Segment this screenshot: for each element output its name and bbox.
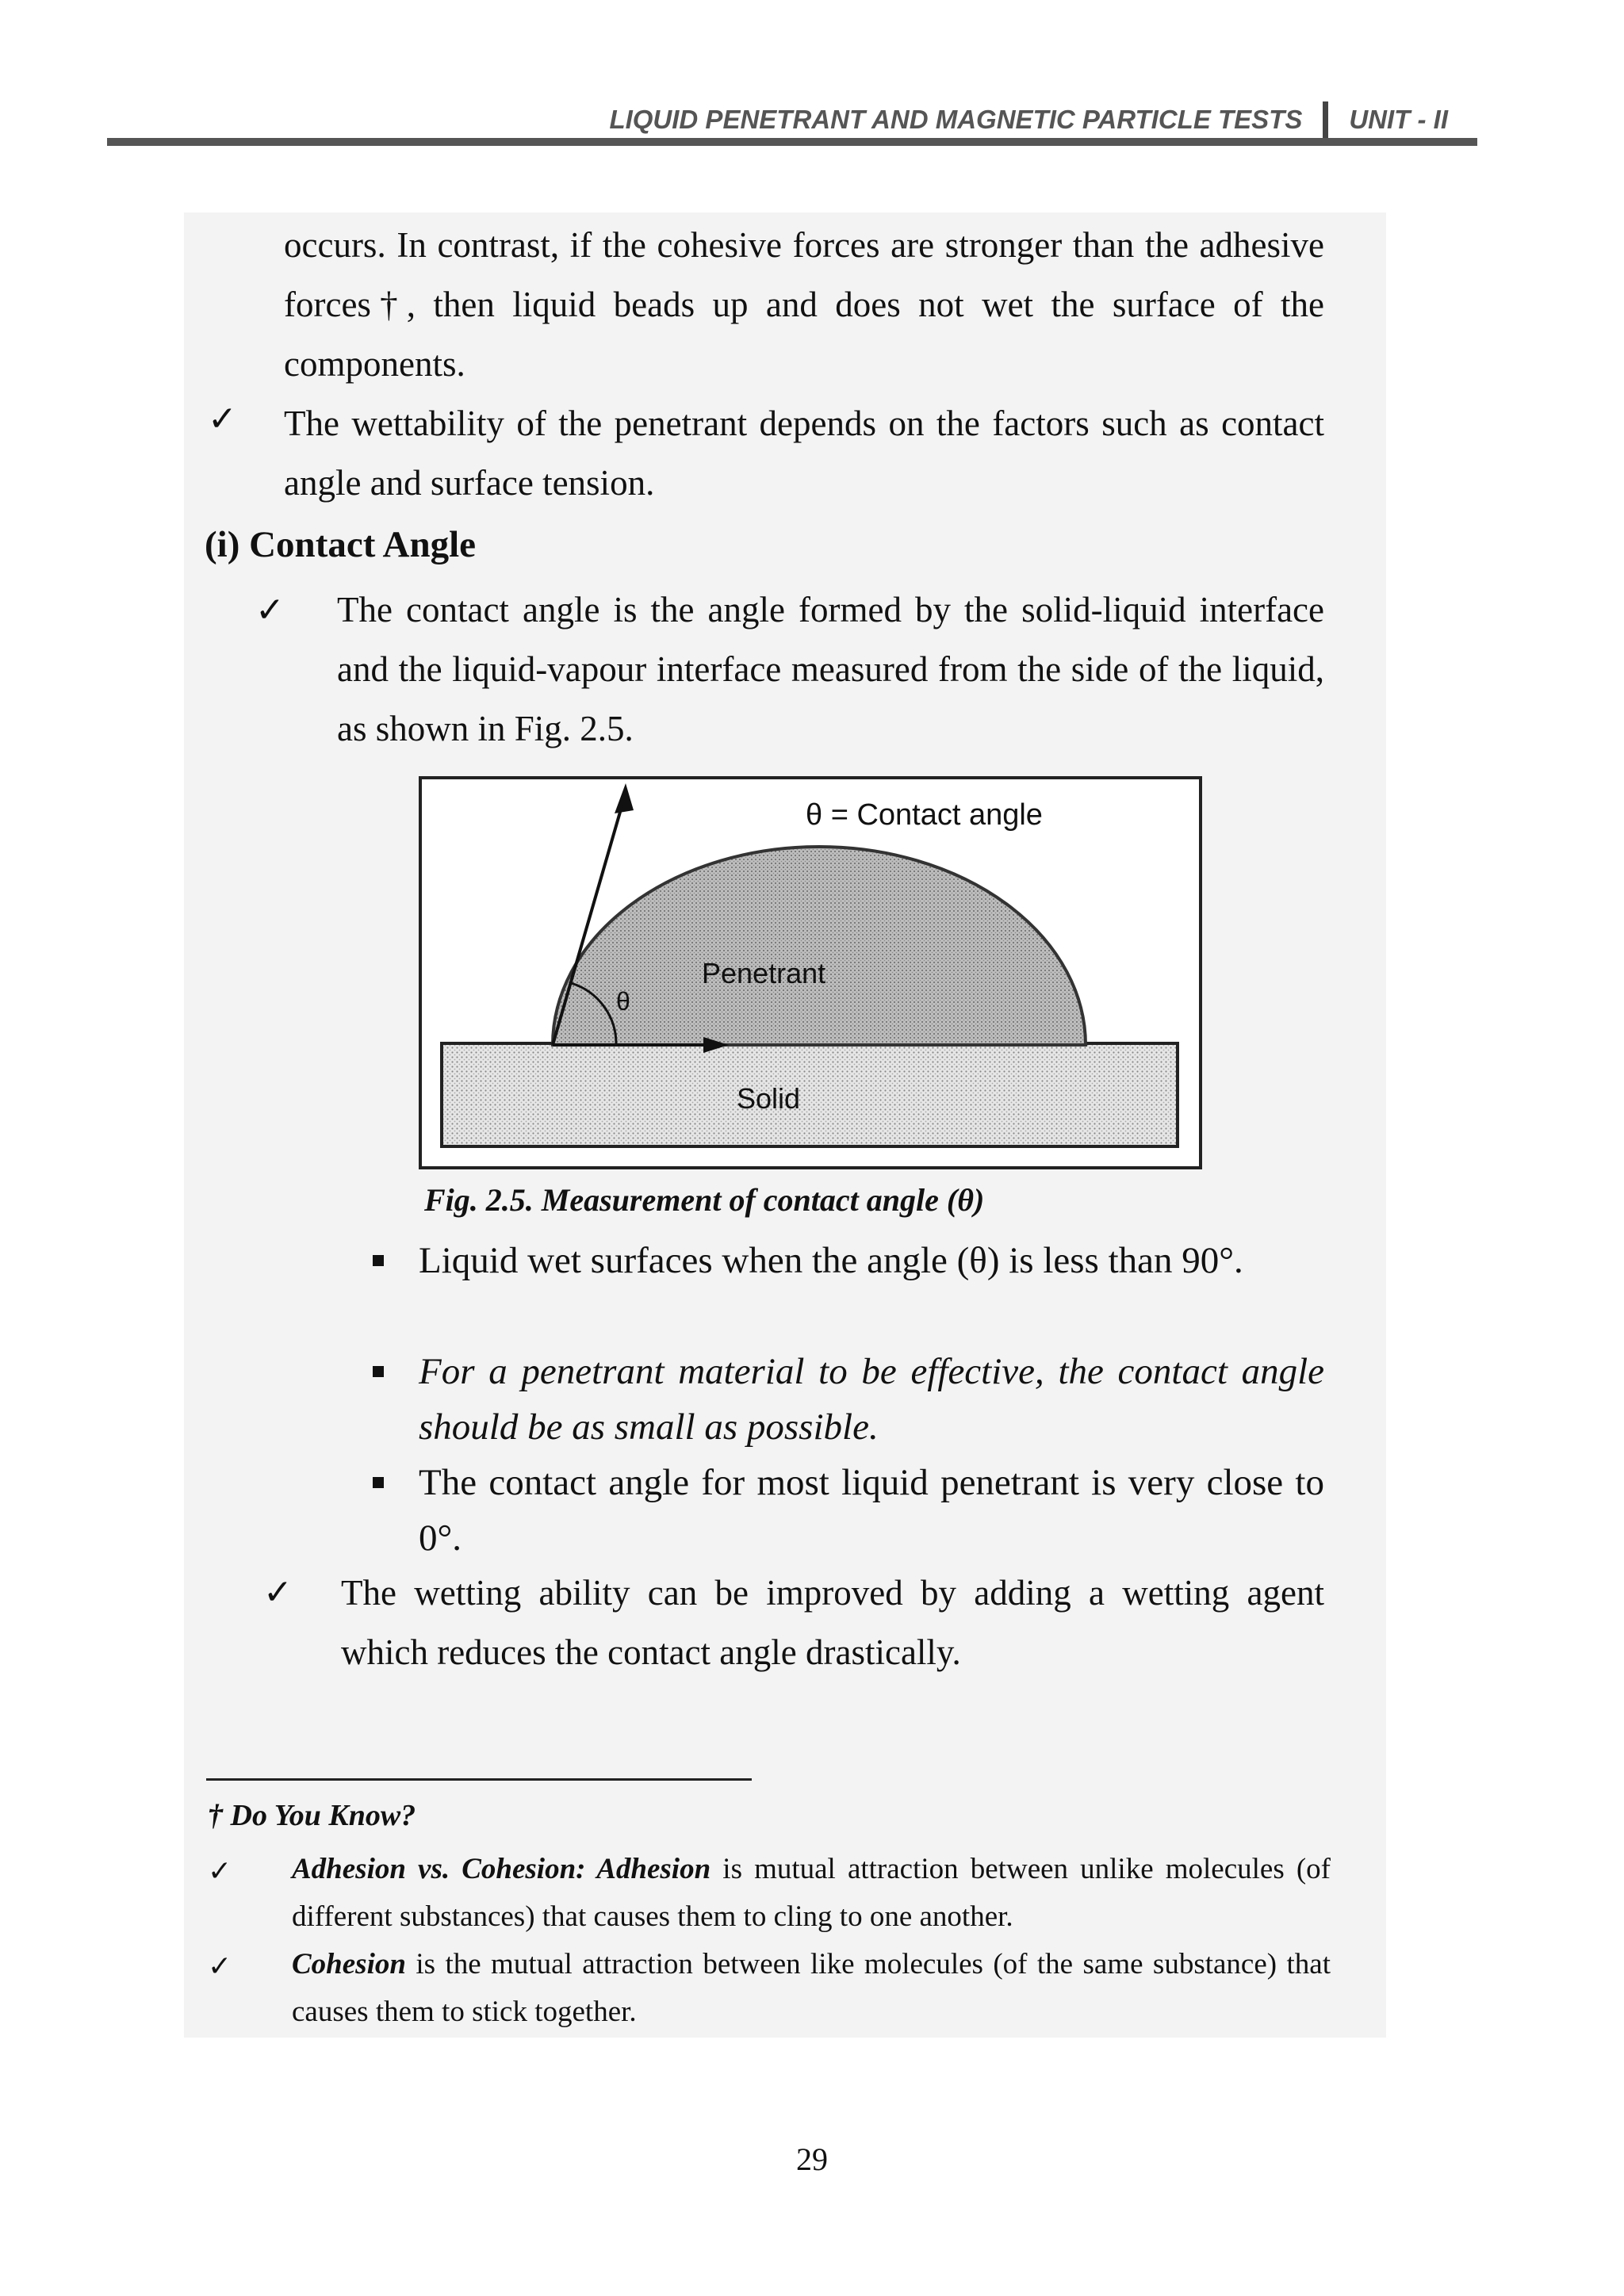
figure-caption: Fig. 2.5. Measurement of contact angle (θ)	[424, 1182, 985, 1218]
wetting-agent-paragraph: The wetting ability can be improved by adding a wetting agent which reduces the contact angle drastically.	[341, 1573, 1324, 1672]
header-title: LIQUID PENETRANT AND MAGNETIC PARTICLE TESTS	[609, 105, 1303, 134]
running-header	[609, 100, 1448, 140]
footnote-title: † Do You Know?	[208, 1799, 416, 1832]
footnote-item	[292, 1941, 1331, 2036]
contact-angle-definition: The contact angle is the angle formed by the solid-liquid interface and the liquid-vapour interface measured from the side of the liquid, as shown in Fig. 2.5.	[337, 590, 1324, 748]
bullet-item: Liquid wet surfaces when the angle (θ) is less than 90°.	[419, 1240, 1243, 1281]
intro-paragraph: occurs. In contrast, if the cohesive forces are stronger than the adhesive forces†, then liquid beads up and does not wet the surface of the components.	[284, 225, 1324, 384]
check-mark-icon: ✓	[208, 1950, 232, 1983]
header-separator	[1323, 101, 1328, 138]
wettability-paragraph: The wettability of the penetrant depends on the factors such as contact angle and surface tension.	[284, 404, 1324, 503]
page-number: 29	[796, 2141, 828, 2177]
penetrant-label: Penetrant	[702, 957, 826, 989]
footnote-term: Adhesion vs. Cohesion: Adhesion	[292, 1853, 711, 1885]
bullet-item: The contact angle for most liquid penetrant is very close to 0°.	[419, 1462, 1324, 1559]
section-heading: (i) Contact Angle	[205, 524, 477, 565]
bullet-item: For a penetrant material to be effective, the contact angle should be as small as possible.	[419, 1351, 1324, 1448]
theta-label: θ	[616, 987, 630, 1016]
square-bullet-icon	[373, 1255, 384, 1266]
footnote-rule	[206, 1778, 752, 1781]
square-bullet-icon	[373, 1477, 384, 1488]
check-mark-icon: ✓	[255, 590, 285, 630]
footnote-term: Cohesion	[292, 1948, 406, 1980]
check-mark-icon: ✓	[208, 1855, 232, 1888]
footnote-text: is mutual attraction between unlike molecules (of different substances) that causes them to cling to one another.	[292, 1853, 1331, 1933]
footnote-item	[292, 1846, 1331, 1941]
contact-angle-figure	[418, 775, 1203, 1203]
header-rule	[107, 138, 1477, 146]
check-mark-icon: ✓	[208, 399, 237, 439]
check-mark-icon: ✓	[263, 1572, 293, 1613]
header-unit: UNIT - II	[1349, 105, 1448, 134]
square-bullet-icon	[373, 1366, 384, 1377]
solid-label: Solid	[737, 1082, 801, 1115]
footnote-text: is the mutual attraction between like molecules (of the same substance) that causes them to stick together.	[292, 1948, 1331, 2028]
solid-block	[442, 1043, 1178, 1146]
theta-definition-label: θ = Contact angle	[806, 798, 1043, 832]
